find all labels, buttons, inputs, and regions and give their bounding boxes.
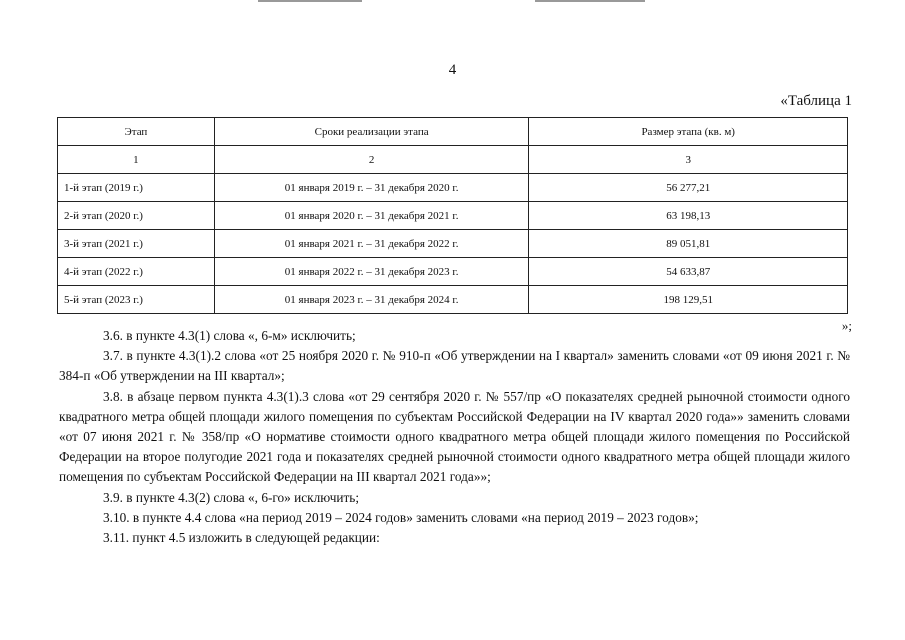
size-cell: 63 198,13 bbox=[529, 202, 848, 230]
paragraph-3-10: 3.10. в пункте 4.4 слова «на период 2019 – 2024 годов» заменить словами «на период 2019 – 2023 годов»; bbox=[103, 509, 699, 525]
period-cell: 01 января 2023 г. – 31 декабря 2024 г. bbox=[214, 286, 529, 314]
size-cell: 56 277,21 bbox=[529, 174, 848, 202]
period-cell: 01 января 2022 г. – 31 декабря 2023 г. bbox=[214, 258, 529, 286]
stages-table bbox=[57, 117, 848, 314]
amendments-text bbox=[59, 326, 850, 548]
paragraph-3-7: 3.7. в пункте 4.3(1).2 слова «от 25 ноября 2020 г. № 910-п «Об утверждении на I квартал» заменить словами «от 09 июня 2021 г. № 384-п «Об утверждении на III квартал»; bbox=[59, 348, 850, 384]
period-cell: 01 января 2021 г. – 31 декабря 2022 г. bbox=[214, 230, 529, 258]
column-number: 1 bbox=[58, 146, 215, 174]
paragraph-3-8: 3.8. в абзаце первом пункта 4.3(1).3 слова «от 29 сентября 2020 г. № 557/пр «О показателях средней рыночной стоимости одного квадратного метра общей площади жилого помещения по субъектам Российской Федерации на IV квартал 2020 года»» заменить словами «от 07 июня 2021 г. № 358/пр «О нормативе стоимости одного квадратного метра общей площади жилого помещения по Российской Федерации на второе полугодие 2021 года и показателях средней рыночной стоимости одного квадратного метра общей площади жилого помещения по субъектам Российской Федерации на III квартал 2021 года»»; bbox=[59, 388, 850, 485]
top-edge-line bbox=[258, 0, 362, 2]
table-row bbox=[58, 286, 848, 314]
stage-cell: 2-й этап (2020 г.) bbox=[58, 202, 215, 230]
stage-cell: 1-й этап (2019 г.) bbox=[58, 174, 215, 202]
closing-quote-mark: »; bbox=[841, 318, 852, 333]
paragraph-3-6: 3.6. в пункте 4.3(1) слова «, 6-м» исключить; bbox=[103, 328, 356, 343]
table-row bbox=[58, 174, 848, 202]
table-header-row bbox=[58, 118, 848, 146]
column-number: 3 bbox=[529, 146, 848, 174]
column-number: 2 bbox=[214, 146, 529, 174]
size-cell: 54 633,87 bbox=[529, 258, 848, 286]
size-cell: 198 129,51 bbox=[529, 286, 848, 314]
period-cell: 01 января 2019 г. – 31 декабря 2020 г. bbox=[214, 174, 529, 202]
column-number-row bbox=[58, 146, 848, 174]
stage-cell: 4-й этап (2022 г.) bbox=[58, 258, 215, 286]
table-row bbox=[58, 230, 848, 258]
stage-cell: 3-й этап (2021 г.) bbox=[58, 230, 215, 258]
stage-cell: 5-й этап (2023 г.) bbox=[58, 286, 215, 314]
paragraph-3-9: 3.9. в пункте 4.3(2) слова «, 6-го» исключить; bbox=[103, 489, 360, 505]
header-size: Размер этапа (кв. м) bbox=[529, 118, 848, 146]
page-number: 4 bbox=[448, 62, 457, 78]
table-caption: «Таблица 1 bbox=[780, 93, 852, 109]
header-stage: Этап bbox=[58, 118, 215, 146]
paragraph-3-11: 3.11. пункт 4.5 изложить в следующей редакции: bbox=[103, 530, 380, 546]
header-period: Сроки реализации этапа bbox=[214, 118, 529, 146]
period-cell: 01 января 2020 г. – 31 декабря 2021 г. bbox=[214, 202, 529, 230]
table-row bbox=[58, 202, 848, 230]
size-cell: 89 051,81 bbox=[529, 230, 848, 258]
table-row bbox=[58, 258, 848, 286]
top-edge-line bbox=[535, 0, 645, 2]
